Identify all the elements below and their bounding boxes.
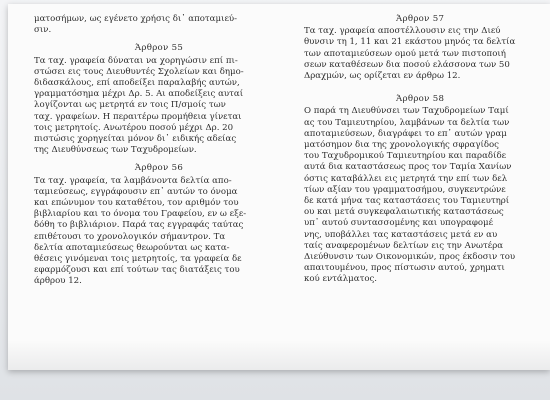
text-line: νης, υποβάλλει τας καταστάσεις μετά εν αυ (304, 229, 498, 240)
text-line: τίων αξίαν του γραμματοσήμου, συγκεντρώνε (304, 184, 506, 195)
text-line: λογίζονται ως μετρητά εν τοις Π/σμοίς των (34, 100, 226, 111)
text-line: απαιτουμένου, προς πίστωσιν αυτού, χρηματι (304, 263, 505, 274)
text-line: Τα ταχ. γραφεία αποστέλλουσιν εις την Διεύ (304, 26, 501, 37)
text-line: Διεύθυνσιν των Οικονομικών, προς έκδοσιν του (304, 252, 516, 263)
text-line: Τα ταχ. γραφεία, τα λαμβάνοντα δελτία απο- (34, 175, 232, 186)
text-line: πιστώσις χορηγείται μόνον δι᾽ ειδικής αδείας (34, 134, 237, 145)
text-line: ταχ. γραφείων. Η περαιτέρω προμήθεια γίνεται (34, 111, 242, 122)
article-57-body (304, 26, 550, 82)
article-55-heading: Άρθρον 55 (134, 43, 184, 54)
text-line: ματόσημον δια της χρονολογικής σφραγίδος (304, 140, 500, 151)
intro-paragraph (34, 14, 284, 36)
article-58-body (304, 106, 550, 285)
text-line: διδασκάλους, επί αποδείξει παραλαβής αυτών, (34, 78, 240, 89)
left-column (34, 14, 284, 288)
text-line: και επώνυμον του καταθέτου, τον αριθμόν του (34, 198, 239, 209)
text-line: υπ᾽ αυτού συντασσομένης και υπογραφομέ (304, 218, 494, 229)
text-line: δελτία αποταμιεύσεως θεωρούνται ως κατα- (34, 242, 230, 253)
article-55-body (34, 56, 284, 157)
right-column (304, 14, 550, 286)
text-line: Τα ταχ. γραφεία δύναται να χορηγώσιν επί πι- (34, 55, 238, 66)
text-line: ματοσήμων, ως εγένετο χρήσις δι᾽ αποταμιεύ- (34, 14, 238, 24)
text-line: ου και μετά συγκεφαλαιωτικής καταστάσεως (304, 207, 504, 218)
text-line: γραμματόσημα μέχρι Δρ. 5. Αι αποδείξεις αυταί (34, 89, 244, 100)
text-line: τοις μετρητοίς. Ανωτέρου ποσού μέχρι Δρ. 20 (34, 122, 234, 133)
text-line: στώσει εις τους Διευθυντές Σχολείων και δημο- (34, 66, 244, 77)
page-bottom-shade (8, 340, 550, 370)
text-line: εφαρμόζουσι και επί τούτων τας διατάξεις του (34, 265, 240, 276)
text-line: ταμιεύσεως, εγγράφουσιν επ᾽ αυτών το όνομα (34, 186, 238, 197)
article-56-heading: Άρθρον 56 (134, 163, 184, 174)
text-line: δε κατά μήνα τας καταστάσεις του Ταμιευτηρί (304, 196, 510, 207)
text-line: της Διευθύνσεως των Ταχυδρομείων. (34, 145, 197, 156)
text-line: ταίς αναφερομένων δελτίων εις την Ανωτέρα (304, 240, 504, 251)
text-line: κού εντάλματος. (304, 274, 378, 285)
text-line: σιν. (34, 25, 52, 36)
text-line: Ο παρά τη Διευθύνσει των Ταχυδρομείων Ταμί (304, 106, 509, 117)
text-line: δόθη το βιβλιάριον. Παρά τας εγγραφάς ταύτας (34, 220, 244, 231)
text-line: επιθέτουσι το χρονολογικόν σήμαντρον. Τα (34, 231, 226, 242)
text-line: του Ταχυδρομικού Ταμιευτηρίου και παραδίδε (304, 151, 507, 162)
text-line: θέσεις γινόμεναι τοις μετρητοίς, τα γραφεία δε (34, 254, 242, 265)
article-58-heading: Άρθρον 58 (396, 94, 445, 105)
text-line: άρθρου 12. (34, 276, 82, 287)
document-page (8, 4, 550, 370)
text-line: των αποταμιεύσεων ομού μετά των πιστοποιή (304, 48, 506, 59)
article-57-heading: Άρθρον 57 (396, 14, 445, 24)
text-line: Δραχμών, ως ορίζεται εν άρθρω 12. (304, 71, 461, 82)
text-line: όστις καταβάλλει εις μετρητά την επί των δελ (304, 173, 508, 184)
text-line: αποταμιεύσεων, διαγράφει το επ᾽ αυτών γραμ (304, 128, 507, 139)
article-56-body (34, 176, 284, 288)
text-line: αυτά δια καταστάσεως προς τον Ταμία Χανίων (304, 162, 512, 173)
text-line: θυνσιν τη 1, 11 και 21 εκάστου μηνός τα δελτία (304, 37, 516, 48)
text-line: βιβλιαρίου και το όνομα του Γραφείου, εν ω εξε- (34, 209, 247, 220)
text-line: σεων καταθέσεων δια ποσού ελάσσονα των 50 (304, 59, 510, 70)
text-line: ας του Ταμιευτηρίου, λαμβάνων τα δελτία των (304, 117, 510, 128)
